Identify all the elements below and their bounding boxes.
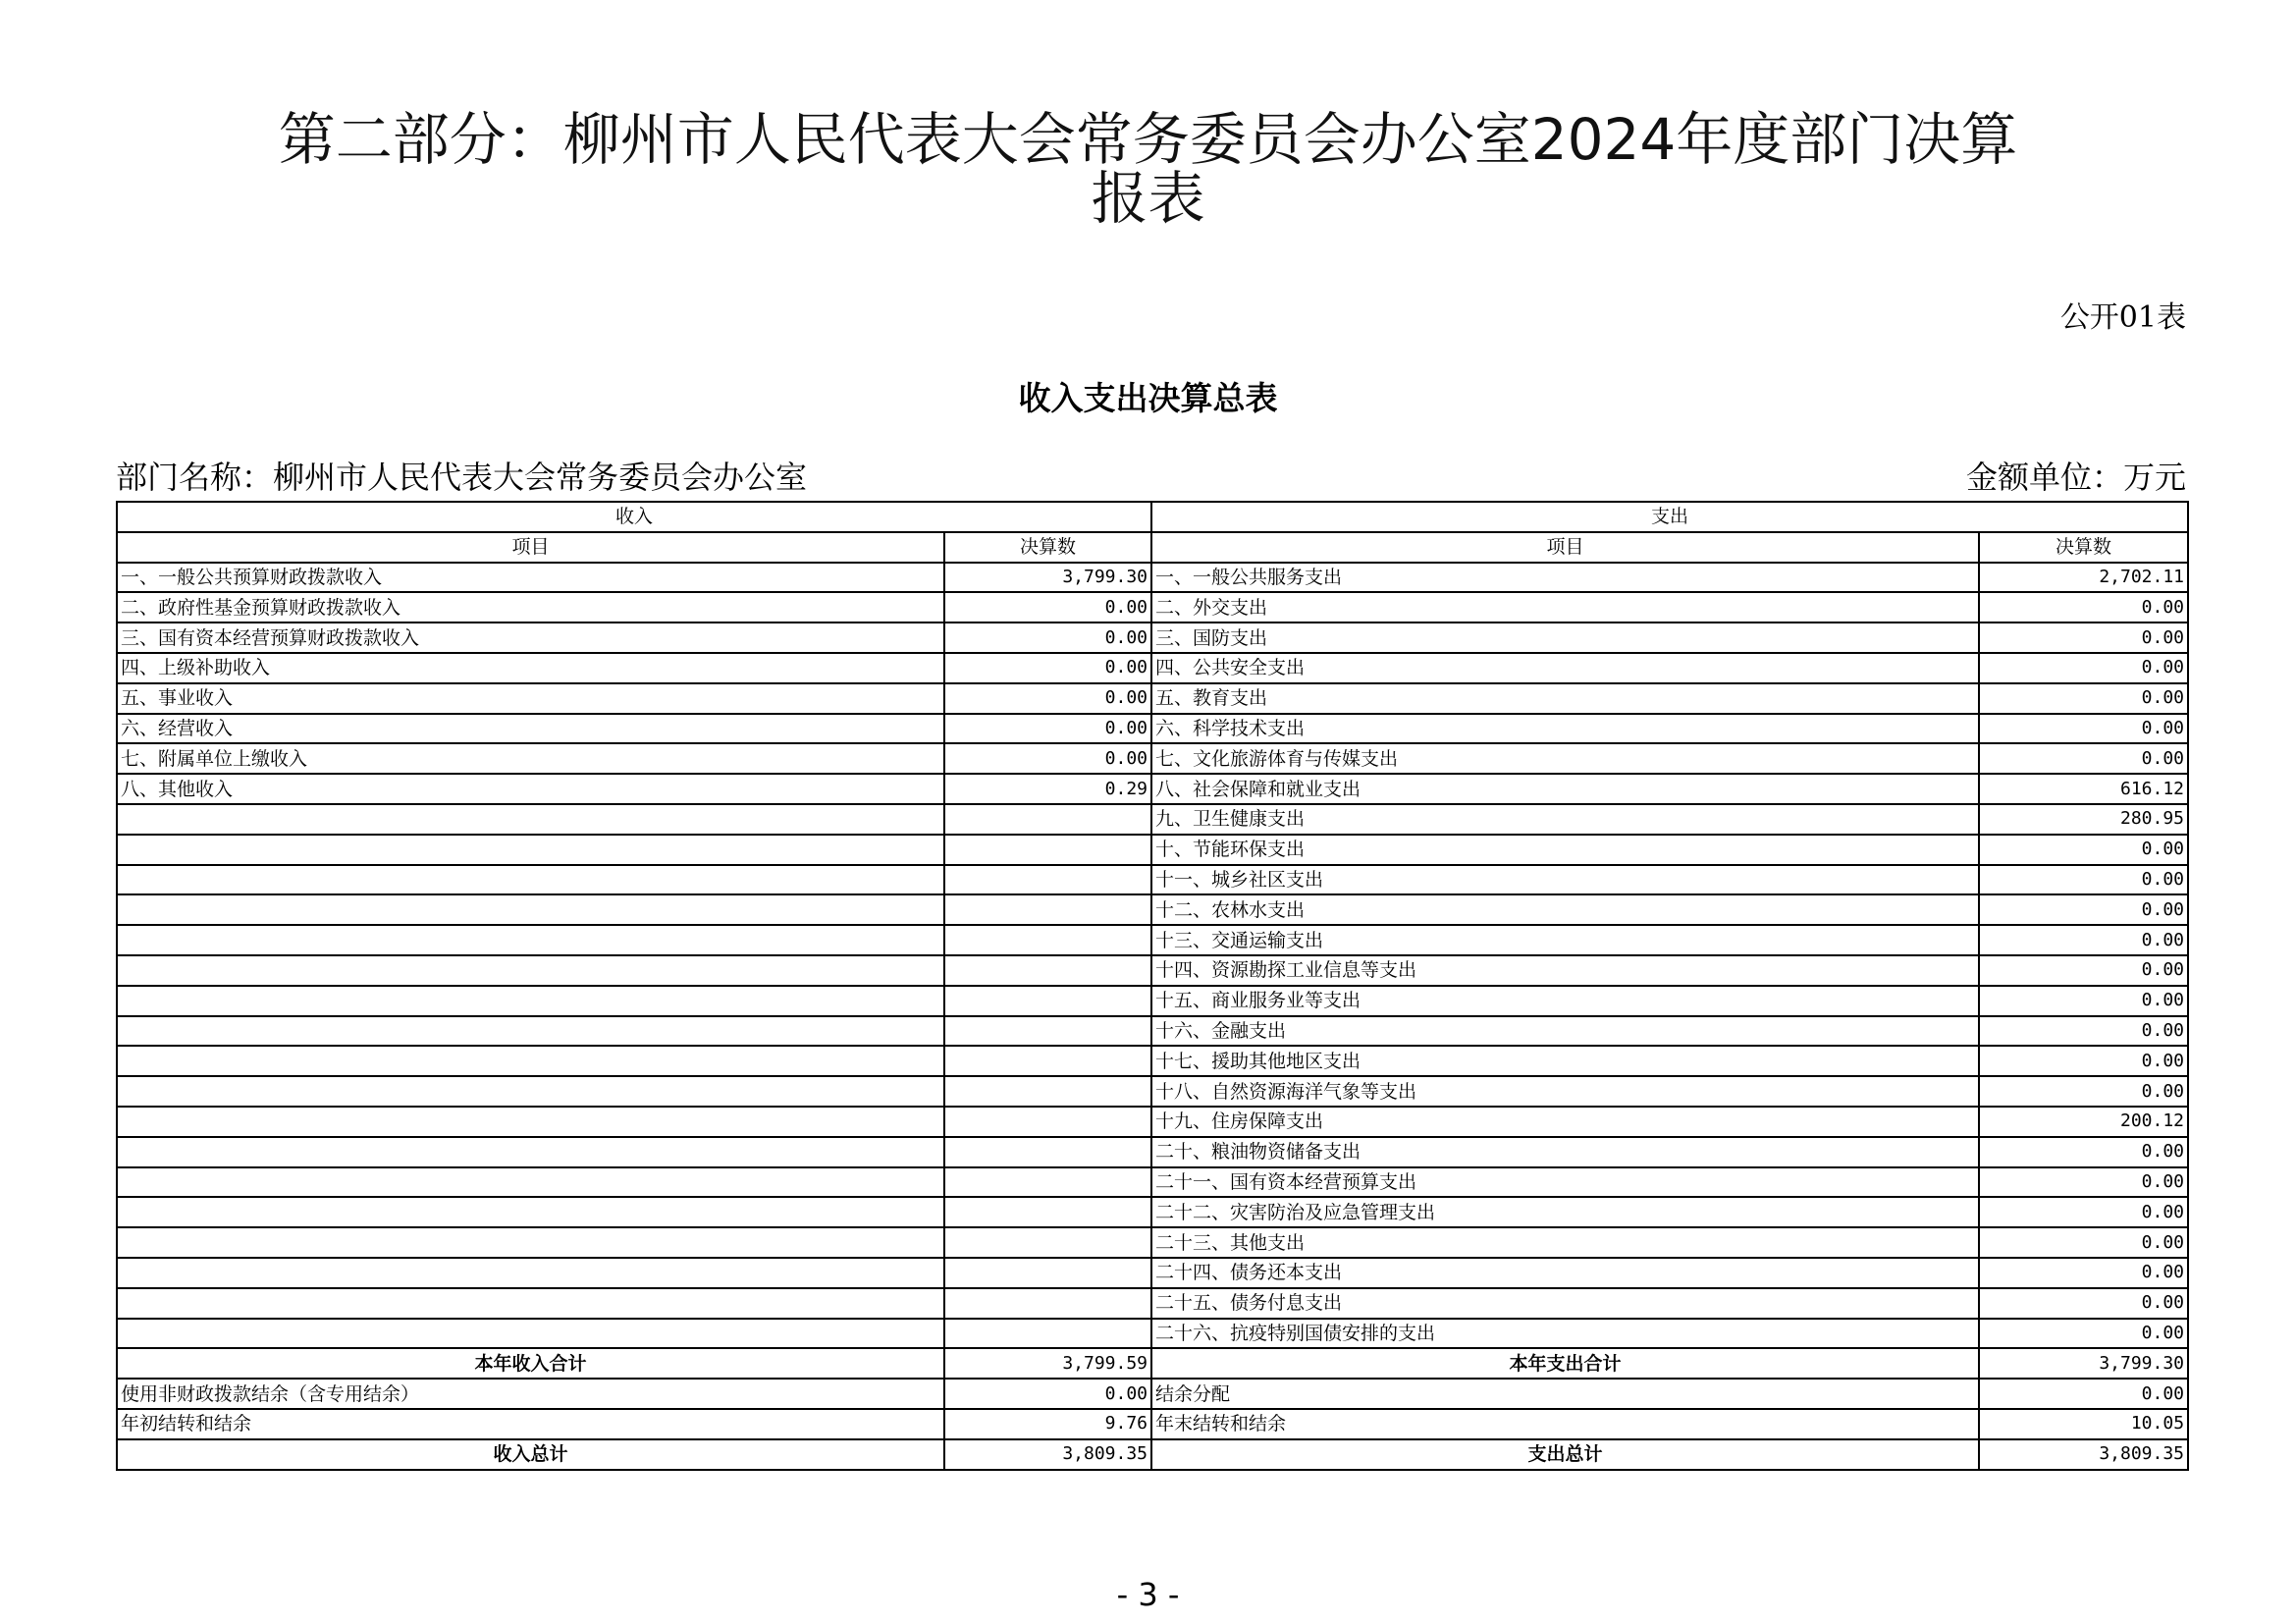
income-item-value: 0.00 — [944, 653, 1151, 683]
table-row — [117, 1137, 2188, 1167]
income-item-label — [117, 955, 944, 986]
income-item-value — [944, 1107, 1151, 1137]
expense-item-value: 0.00 — [1979, 1197, 2188, 1227]
table-row — [117, 1227, 2188, 1258]
begin-carryover-label: 年初结转和结余 — [117, 1409, 944, 1439]
expense-item-value: 0.00 — [1979, 653, 2188, 683]
end-carryover-value: 10.05 — [1979, 1409, 2188, 1439]
expense-item-label: 十四、资源勘探工业信息等支出 — [1151, 955, 1979, 986]
surplus-distribution-value: 0.00 — [1979, 1379, 2188, 1409]
expense-item-value: 280.95 — [1979, 804, 2188, 835]
income-item-value — [944, 804, 1151, 835]
income-item-label: 八、其他收入 — [117, 774, 944, 804]
amount-unit: 金额单位：万元 — [1965, 459, 2186, 496]
expense-item-label: 五、教育支出 — [1151, 683, 1979, 714]
income-item-label — [117, 1288, 944, 1319]
income-item-label — [117, 1076, 944, 1107]
expense-item-value: 0.00 — [1979, 865, 2188, 895]
expense-grand-total-value: 3,809.35 — [1979, 1439, 2188, 1470]
table-row — [117, 592, 2188, 623]
income-item-value: 0.29 — [944, 774, 1151, 804]
income-item-label: 六、经营收入 — [117, 714, 944, 744]
expense-item-label: 二十三、其他支出 — [1151, 1227, 1979, 1258]
expense-item-label: 二十五、债务付息支出 — [1151, 1288, 1979, 1319]
year-income-total-value: 3,799.59 — [944, 1348, 1151, 1379]
income-item-label — [117, 1197, 944, 1227]
table-row — [117, 563, 2188, 593]
income-item-value — [944, 1137, 1151, 1167]
table-row — [117, 1319, 2188, 1349]
income-item-label — [117, 1046, 944, 1076]
page-title-line1: 第二部分：柳州市人民代表大会常务委员会办公室2024年度部门决算 — [278, 106, 2018, 173]
income-item-value — [944, 1319, 1151, 1349]
income-item-value — [944, 835, 1151, 865]
expense-item-label: 十六、金融支出 — [1151, 1016, 1979, 1047]
expense-item-label: 十九、住房保障支出 — [1151, 1107, 1979, 1137]
expense-item-label: 十八、自然资源海洋气象等支出 — [1151, 1076, 1979, 1107]
expense-item-value: 200.12 — [1979, 1107, 2188, 1137]
table-row — [117, 1288, 2188, 1319]
income-item-value — [944, 1258, 1151, 1288]
carryover-row — [117, 1409, 2188, 1439]
page-number: - 3 - — [1116, 1576, 1180, 1613]
income-item-header: 项目 — [117, 532, 944, 563]
income-item-label — [117, 986, 944, 1016]
expense-item-label: 九、卫生健康支出 — [1151, 804, 1979, 835]
income-item-value — [944, 1288, 1151, 1319]
income-amount-header: 决算数 — [944, 532, 1151, 563]
income-item-label — [117, 925, 944, 955]
table-row — [117, 714, 2188, 744]
table-row — [117, 865, 2188, 895]
income-item-value — [944, 925, 1151, 955]
income-item-label — [117, 1319, 944, 1349]
expense-item-value: 0.00 — [1979, 1288, 2188, 1319]
expense-item-label: 三、国防支出 — [1151, 623, 1979, 653]
expense-item-label: 二、外交支出 — [1151, 592, 1979, 623]
income-item-value — [944, 1016, 1151, 1047]
income-item-value — [944, 865, 1151, 895]
year-income-total-label: 本年收入合计 — [117, 1348, 944, 1379]
year-expense-total-label: 本年支出合计 — [1151, 1348, 1979, 1379]
end-carryover-label: 年末结转和结余 — [1151, 1409, 1979, 1439]
nonfiscal-row — [117, 1379, 2188, 1409]
expense-item-label: 二十六、抗疫特别国债安排的支出 — [1151, 1319, 1979, 1349]
table-row — [117, 653, 2188, 683]
income-expense-table — [116, 501, 2189, 1471]
expense-item-label: 二十四、债务还本支出 — [1151, 1258, 1979, 1288]
income-item-value — [944, 986, 1151, 1016]
table-row — [117, 955, 2188, 986]
table-row — [117, 1258, 2188, 1288]
income-section-header: 收入 — [117, 502, 1151, 532]
table-row — [117, 1016, 2188, 1047]
table-row — [117, 1076, 2188, 1107]
expense-item-label: 十、节能环保支出 — [1151, 835, 1979, 865]
expense-item-label: 四、公共安全支出 — [1151, 653, 1979, 683]
income-item-label: 四、上级补助收入 — [117, 653, 944, 683]
expense-item-value: 0.00 — [1979, 925, 2188, 955]
income-item-value: 0.00 — [944, 592, 1151, 623]
income-item-value: 0.00 — [944, 714, 1151, 744]
expense-item-value: 0.00 — [1979, 1319, 2188, 1349]
income-item-label: 七、附属单位上缴收入 — [117, 743, 944, 774]
income-item-value — [944, 1076, 1151, 1107]
table-row — [117, 986, 2188, 1016]
income-item-value — [944, 1197, 1151, 1227]
table-row — [117, 804, 2188, 835]
table-title: 收入支出决算总表 — [1018, 379, 1278, 417]
expense-item-value: 0.00 — [1979, 1167, 2188, 1198]
table-row — [117, 774, 2188, 804]
income-item-label: 二、政府性基金预算财政拨款收入 — [117, 592, 944, 623]
table-row — [117, 835, 2188, 865]
table-row — [117, 1046, 2188, 1076]
expense-amount-header: 决算数 — [1979, 532, 2188, 563]
income-item-label: 三、国有资本经营预算财政拨款收入 — [117, 623, 944, 653]
expense-grand-total-label: 支出总计 — [1151, 1439, 1979, 1470]
expense-item-header: 项目 — [1151, 532, 1979, 563]
expense-item-value: 0.00 — [1979, 714, 2188, 744]
expense-item-label: 十七、援助其他地区支出 — [1151, 1046, 1979, 1076]
table-row — [117, 743, 2188, 774]
income-item-value — [944, 894, 1151, 925]
table-row — [117, 925, 2188, 955]
expense-item-value: 0.00 — [1979, 1258, 2188, 1288]
income-item-label — [117, 1107, 944, 1137]
column-header-row — [117, 532, 2188, 563]
year-total-row — [117, 1348, 2188, 1379]
expense-item-value: 0.00 — [1979, 894, 2188, 925]
expense-item-value: 0.00 — [1979, 683, 2188, 714]
income-grand-total-value: 3,809.35 — [944, 1439, 1151, 1470]
expense-item-value: 0.00 — [1979, 623, 2188, 653]
table-number: 公开01表 — [2059, 300, 2186, 335]
expense-item-value: 0.00 — [1979, 1046, 2188, 1076]
income-item-label — [117, 835, 944, 865]
income-item-value — [944, 1046, 1151, 1076]
income-item-label: 一、一般公共预算财政拨款收入 — [117, 563, 944, 593]
nonfiscal-value: 0.00 — [944, 1379, 1151, 1409]
grand-total-row — [117, 1439, 2188, 1470]
expense-item-value: 0.00 — [1979, 1076, 2188, 1107]
income-item-label — [117, 865, 944, 895]
income-item-label — [117, 1167, 944, 1198]
income-item-value: 0.00 — [944, 623, 1151, 653]
income-item-label — [117, 1258, 944, 1288]
department-name: 部门名称：柳州市人民代表大会常务委员会办公室 — [116, 459, 808, 496]
income-item-value — [944, 1167, 1151, 1198]
expense-item-label: 八、社会保障和就业支出 — [1151, 774, 1979, 804]
income-item-label — [117, 894, 944, 925]
expense-item-label: 二十二、灾害防治及应急管理支出 — [1151, 1197, 1979, 1227]
table-row — [117, 1107, 2188, 1137]
income-item-label — [117, 804, 944, 835]
income-item-value — [944, 1227, 1151, 1258]
expense-item-value: 0.00 — [1979, 743, 2188, 774]
expense-item-label: 十三、交通运输支出 — [1151, 925, 1979, 955]
expense-item-value: 0.00 — [1979, 955, 2188, 986]
table-row — [117, 1197, 2188, 1227]
income-item-label — [117, 1137, 944, 1167]
surplus-distribution-label: 结余分配 — [1151, 1379, 1979, 1409]
expense-item-value: 0.00 — [1979, 592, 2188, 623]
income-item-value: 0.00 — [944, 683, 1151, 714]
table-row — [117, 623, 2188, 653]
expense-item-value: 0.00 — [1979, 1137, 2188, 1167]
income-item-label — [117, 1016, 944, 1047]
expense-item-value: 0.00 — [1979, 1016, 2188, 1047]
expense-item-label: 六、科学技术支出 — [1151, 714, 1979, 744]
income-grand-total-label: 收入总计 — [117, 1439, 944, 1470]
income-item-value — [944, 955, 1151, 986]
table-row — [117, 683, 2188, 714]
expense-section-header: 支出 — [1151, 502, 2188, 532]
expense-item-label: 七、文化旅游体育与传媒支出 — [1151, 743, 1979, 774]
page-title — [0, 106, 2296, 232]
expense-item-value: 0.00 — [1979, 835, 2188, 865]
expense-item-value: 0.00 — [1979, 1227, 2188, 1258]
expense-item-value: 616.12 — [1979, 774, 2188, 804]
year-expense-total-value: 3,799.30 — [1979, 1348, 2188, 1379]
expense-item-value: 0.00 — [1979, 986, 2188, 1016]
income-item-value: 3,799.30 — [944, 563, 1151, 593]
expense-item-label: 一、一般公共服务支出 — [1151, 563, 1979, 593]
income-item-value: 0.00 — [944, 743, 1151, 774]
table-row — [117, 894, 2188, 925]
nonfiscal-label: 使用非财政拨款结余（含专用结余） — [117, 1379, 944, 1409]
expense-item-label: 二十、粮油物资储备支出 — [1151, 1137, 1979, 1167]
begin-carryover-value: 9.76 — [944, 1409, 1151, 1439]
page-title-line2: 报表 — [1091, 165, 1205, 232]
expense-item-label: 十一、城乡社区支出 — [1151, 865, 1979, 895]
expense-item-label: 二十一、国有资本经营预算支出 — [1151, 1167, 1979, 1198]
income-item-label — [117, 1227, 944, 1258]
section-header-row — [117, 502, 2188, 532]
table-row — [117, 1167, 2188, 1198]
expense-item-value: 2,702.11 — [1979, 563, 2188, 593]
expense-item-label: 十二、农林水支出 — [1151, 894, 1979, 925]
expense-item-label: 十五、商业服务业等支出 — [1151, 986, 1979, 1016]
income-item-label: 五、事业收入 — [117, 683, 944, 714]
